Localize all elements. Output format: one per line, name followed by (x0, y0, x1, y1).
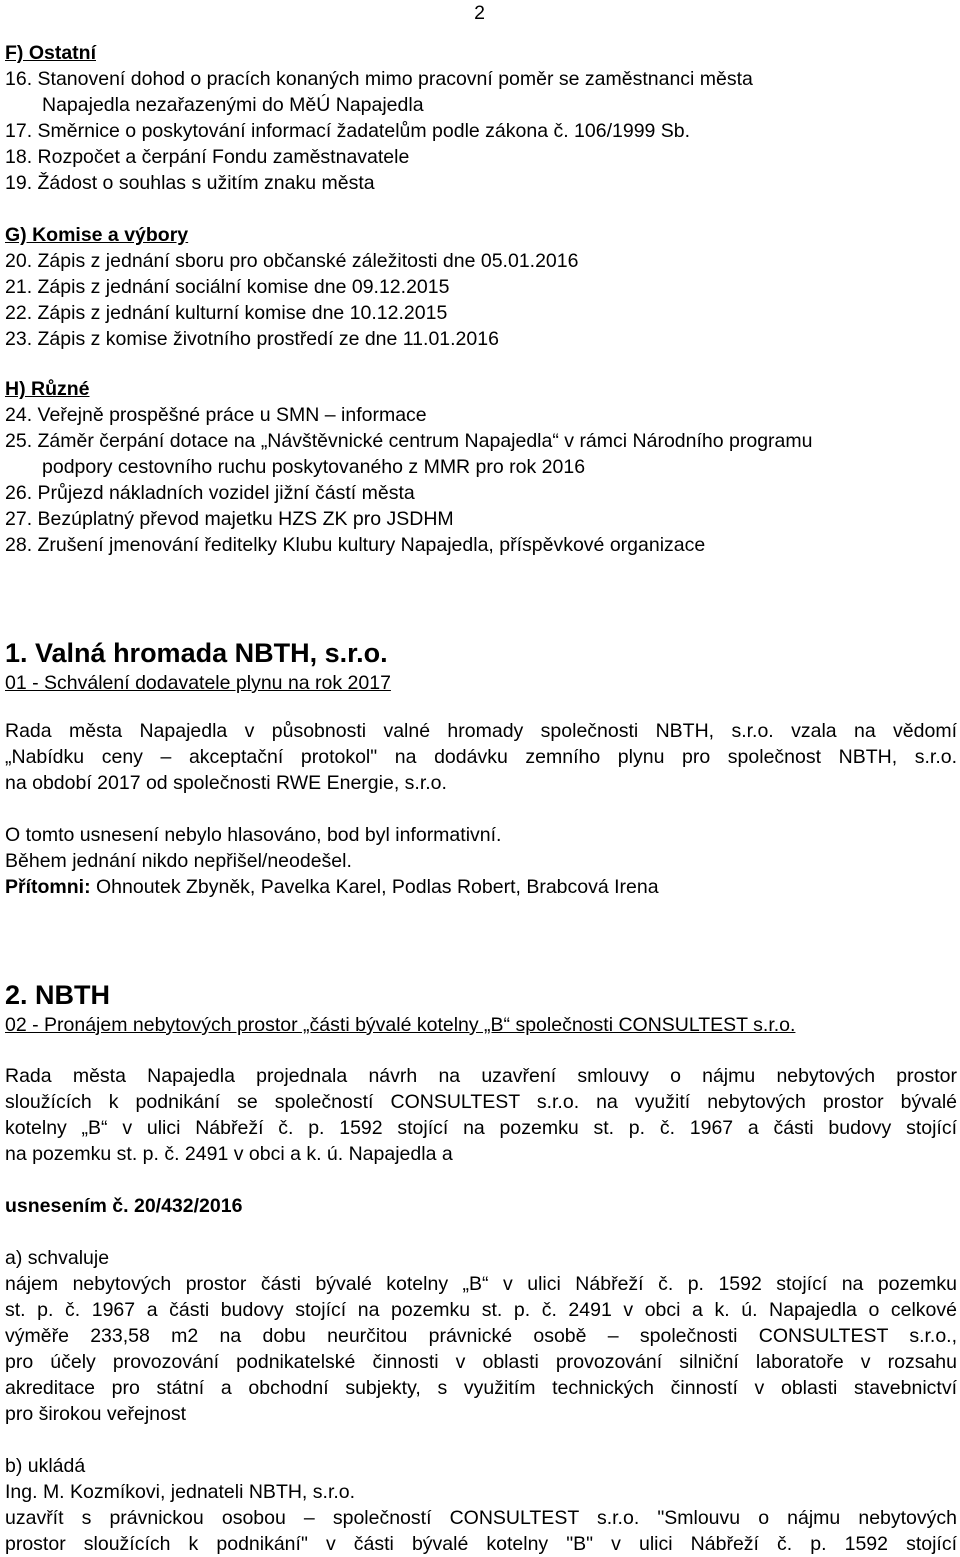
paragraph-line: pro širokou veřejnost (5, 1403, 187, 1425)
paragraph-line: prostor sloužících k podnikání" v části bývalé kotelny "B" v ulici Nábřeží č. p. 1592 stojící (5, 1533, 957, 1555)
list-item: 18. Rozpočet a čerpání Fondu zaměstnavatele (5, 146, 410, 168)
list-item: 21. Zápis z jednání sociální komise dne 09.12.2015 (5, 276, 450, 298)
paragraph-line: výměře 233,58 m2 na dobu neurčitou právnické osobě – společnosti CONSULTEST s.r.o., (5, 1325, 957, 1347)
list-item: 19. Žádost o souhlas s užitím znaku města (5, 172, 375, 194)
item-1-notes (5, 822, 957, 900)
item-1 (5, 636, 957, 696)
section-heading: H) Různé (5, 378, 90, 400)
paragraph-line: uzavřít s právnickou osobou – společností CONSULTEST s.r.o. "Smlouvu o nájmu nebytových (5, 1507, 957, 1529)
paragraph-line: na pozemku st. p. č. 2491 v obci a k. ú. Napajedla a (5, 1143, 453, 1165)
paragraph-line: st. p. č. 1967 a části budovy stojící na pozemku st. p. č. 2491 v obci a k. ú. Napajedla o celkové (5, 1299, 957, 1321)
present-label: Přítomni: (5, 876, 91, 898)
item-1-paragraph (5, 718, 957, 796)
list-item: 20. Zápis z jednání sboru pro občanské záležitosti dne 05.01.2016 (5, 250, 579, 272)
approves-section (5, 1245, 957, 1427)
section-heading: F) Ostatní (5, 42, 96, 64)
list-item: 22. Zápis z jednání kulturní komise dne 10.12.2015 (5, 302, 448, 324)
item-subtitle: 01 - Schválení dodavatele plynu na rok 2017 (5, 672, 391, 694)
page-number: 2 (474, 2, 485, 24)
paragraph-line: pro účely provozování podnikatelské činnosti v oblasti provozování silniční laboratoře v rozsahu (5, 1351, 957, 1373)
item-title: 1. Valná hromada NBTH, s.r.o. (5, 638, 388, 668)
paragraph-line: na období 2017 od společnosti RWE Energie, s.r.o. (5, 772, 447, 794)
paragraph-line: „Nabídku ceny – akceptační protokol" na dodávku zemního plynu pro společnost NBTH, s.r.o. (5, 746, 957, 768)
list-item: 28. Zrušení jmenování ředitelky Klubu kultury Napajedla, příspěvkové organizace (5, 534, 706, 556)
imposes-section (5, 1453, 957, 1557)
responsible-person: Ing. M. Kozmíkovi, jednateli NBTH, s.r.o. (5, 1481, 356, 1503)
section-g (5, 222, 957, 352)
note: O tomto usnesení nebylo hlasováno, bod byl informativní. (5, 824, 502, 846)
list-item-continuation: podpory cestovního ruchu poskytovaného z MMR pro rok 2016 (42, 456, 586, 478)
item-2-paragraph (5, 1063, 957, 1167)
item-2 (5, 978, 957, 1038)
paragraph-line: Rada města Napajedla v působnosti valné hromady společnosti NBTH, s.r.o. vzala na vědomí (5, 720, 957, 742)
paragraph-line: nájem nebytových prostor části bývalé kotelny „B“ v ulici Nábřeží č. p. 1592 stojící na pozemku (5, 1273, 957, 1295)
paragraph-line: Rada města Napajedla projednala návrh na uzavření smlouvy o nájmu nebytových prostor (5, 1065, 957, 1087)
resolution-number: usnesením č. 20/432/2016 (5, 1195, 243, 1217)
list-item: 25. Záměr čerpání dotace na „Návštěvnické centrum Napajedla“ v rámci Národního programu (5, 430, 813, 452)
item-title: 2. NBTH (5, 980, 111, 1010)
list-item: 17. Směrnice o poskytování informací žadatelům podle zákona č. 106/1999 Sb. (5, 120, 691, 142)
section-heading: G) Komise a výbory (5, 224, 189, 246)
list-item: 24. Veřejně prospěšné práce u SMN – informace (5, 404, 427, 426)
section-f (5, 40, 957, 196)
list-item: 27. Bezúplatný převod majetku HZS ZK pro JSDHM (5, 508, 454, 530)
imposes-label: b) ukládá (5, 1455, 86, 1477)
present-names: Ohnoutek Zbyněk, Pavelka Karel, Podlas Robert, Brabcová Irena (90, 876, 659, 898)
approves-label: a) schvaluje (5, 1247, 110, 1269)
list-item: 16. Stanovení dohod o pracích konaných mimo pracovní poměr se zaměstnanci města (5, 68, 753, 90)
item-subtitle: 02 - Pronájem nebytových prostor „části bývalé kotelny „B“ společnosti CONSULTEST s.r.o. (5, 1014, 796, 1036)
section-h (5, 376, 957, 558)
note: Během jednání nikdo nepřišel/neodešel. (5, 850, 352, 872)
paragraph-line: akreditace pro státní a obchodní subjekty, s využitím technických činností v oblasti stavebnictví (5, 1377, 957, 1399)
paragraph-line: kotelny „B“ v ulici Nábřeží č. p. 1592 stojící na pozemku st. p. č. 1967 a části budovy stojící (5, 1117, 957, 1139)
list-item: 23. Zápis z komise životního prostředí ze dne 11.01.2016 (5, 328, 499, 350)
list-item-continuation: Napajedla nezařazenými do MěÚ Napajedla (42, 94, 424, 116)
paragraph-line: sloužících k podnikání se společností CONSULTEST s.r.o. na využití nebytových prostor bývalé (5, 1091, 957, 1113)
present-line (5, 874, 957, 900)
list-item: 26. Průjezd nákladních vozidel jižní částí města (5, 482, 415, 504)
resolution (5, 1193, 957, 1219)
